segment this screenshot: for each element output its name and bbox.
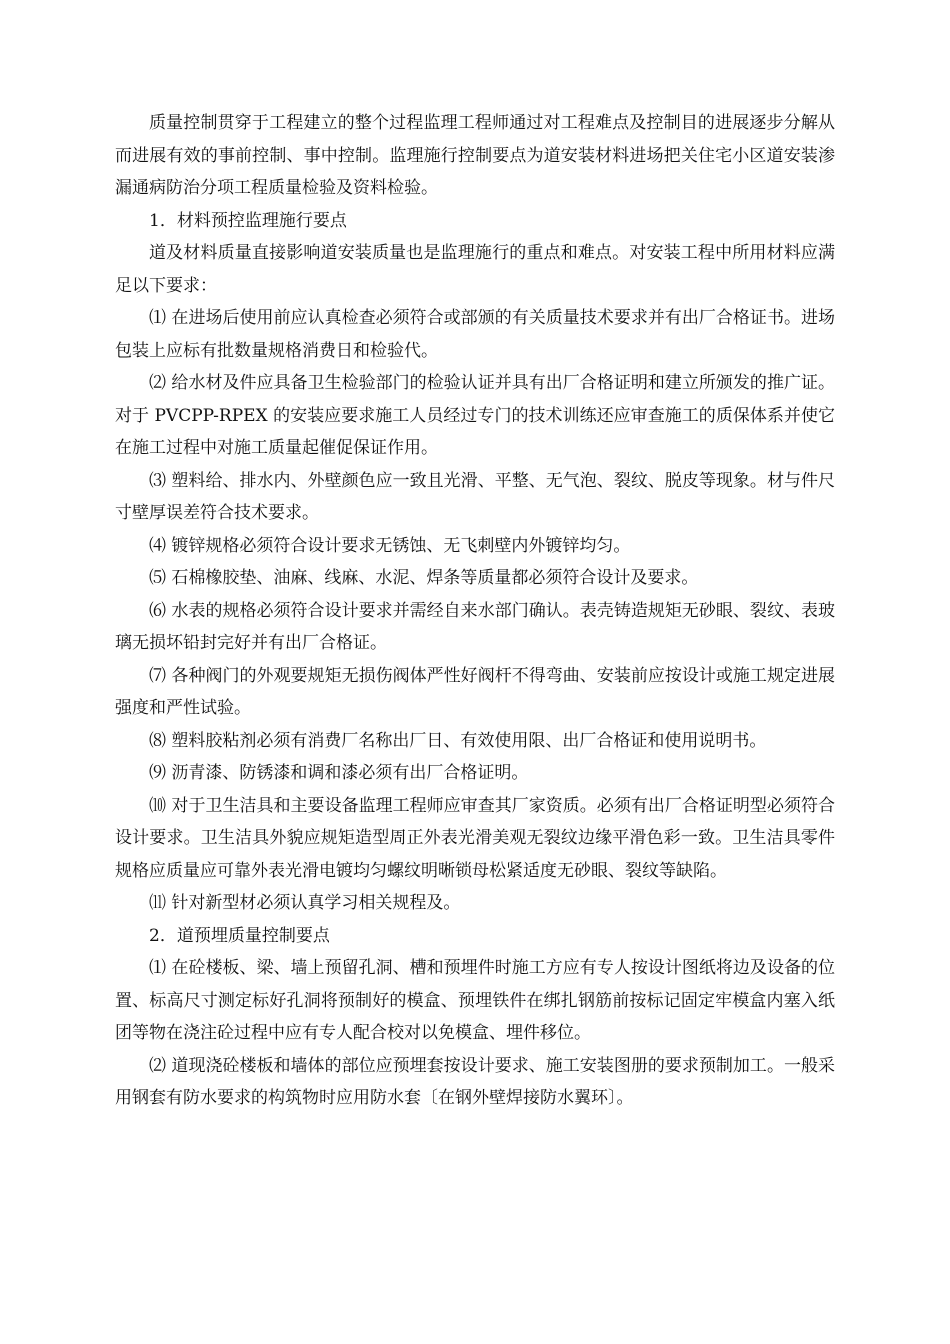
list-item-3: ⑶ 塑料给、排水内、外壁颜色应一致且光滑、平整、无气泡、裂纹、脱皮等现象。材与件尺寸壁厚误差符合技术要求。: [115, 470, 835, 523]
section-heading-pipe-embedding: 2．道预埋质量控制要点: [149, 925, 330, 946]
list-item-11: ⑾ 针对新型材必须认真学习相关规程及。: [149, 893, 461, 913]
list-item-10: ⑽ 对于卫生洁具和主要设备监理工程师应审查其厂家资质。必须有出厂合格证明型必须符合设计要求。卫生洁具外貌应规矩造型周正外表光滑美观无裂纹边缘平滑色彩一致。卫生洁具零件规格应质量应可靠外表光滑电镀均匀螺纹明晰锁母松紧适度无砂眼、裂纹等缺陷。: [115, 795, 835, 881]
document-body: [115, 107, 835, 1115]
list-item-7: ⑺ 各种阀门的外观要规矩无损伤阀体严性好阀杆不得弯曲、安装前应按设计或施工规定进展强度和严性试验。: [115, 665, 835, 718]
embed-item-1: ⑴ 在砼楼板、梁、墙上预留孔洞、槽和预埋件时施工方应有专人按设计图纸将边及设备的位置、标高尺寸测定标好孔洞将预制好的模盒、预埋铁件在绑扎钢筋前按标记固定牢模盒内塞入纸团等物在浇注砼过程中应有专人配合校对以免模盒、埋件移位。: [115, 958, 835, 1043]
list-item-6: ⑹ 水表的规格必须符合设计要求并需经自来水部门确认。表壳铸造规矩无砂眼、裂纹、表玻璃无损坏铅封完好并有出厂合格证。: [115, 600, 835, 653]
paragraph-material-requirements: 道及材料质量直接影响道安装质量也是监理施行的重点和难点。对安装工程中所用材料应满足以下要求：: [115, 243, 835, 296]
list-item-2: ⑵ 给水材及件应具备卫生检验部门的检验认证并具有出厂合格证明和建立所颁发的推广证。对于 PVCPP-RPEX 的安装应要求施工人员经过专门的技术训练还应审查施工的质保体系并使它在施工过程中对施工质量起催促保证作用。: [115, 373, 835, 458]
list-item-1: ⑴ 在进场后使用前应认真检查必须符合或部颁的有关质量技术要求并有出厂合格证书。进场包装上应标有批数量规格消费日和检验代。: [115, 308, 835, 361]
list-item-9: ⑼ 沥青漆、防锈漆和调和漆必须有出厂合格证明。: [149, 763, 529, 783]
paragraph-intro: 质量控制贯穿于工程建立的整个过程监理工程师通过对工程难点及控制目的进展逐步分解从而进展有效的事前控制、事中控制。监理施行控制要点为道安装材料进场把关住宅小区道安装渗漏通病防治分项工程质量检验及资料检验。: [115, 113, 835, 198]
list-item-5: ⑸ 石棉橡胶垫、油麻、线麻、水泥、焊条等质量都必须符合设计及要求。: [149, 568, 699, 588]
list-item-8: ⑻ 塑料胶粘剂必须有消费厂名称出厂日、有效使用限、出厂合格证和使用说明书。: [149, 730, 767, 751]
embed-item-2: ⑵ 道现浇砼楼板和墙体的部位应预埋套按设计要求、施工安装图册的要求预制加工。一般采用钢套有防水要求的构筑物时应用防水套〔在钢外壁焊接防水翼环〕。: [115, 1055, 835, 1108]
list-item-4: ⑷ 镀锌规格必须符合设计要求无锈蚀、无飞刺壁内外镀锌均匀。: [149, 535, 631, 556]
section-heading-material-control: 1．材料预控监理施行要点: [149, 210, 347, 231]
